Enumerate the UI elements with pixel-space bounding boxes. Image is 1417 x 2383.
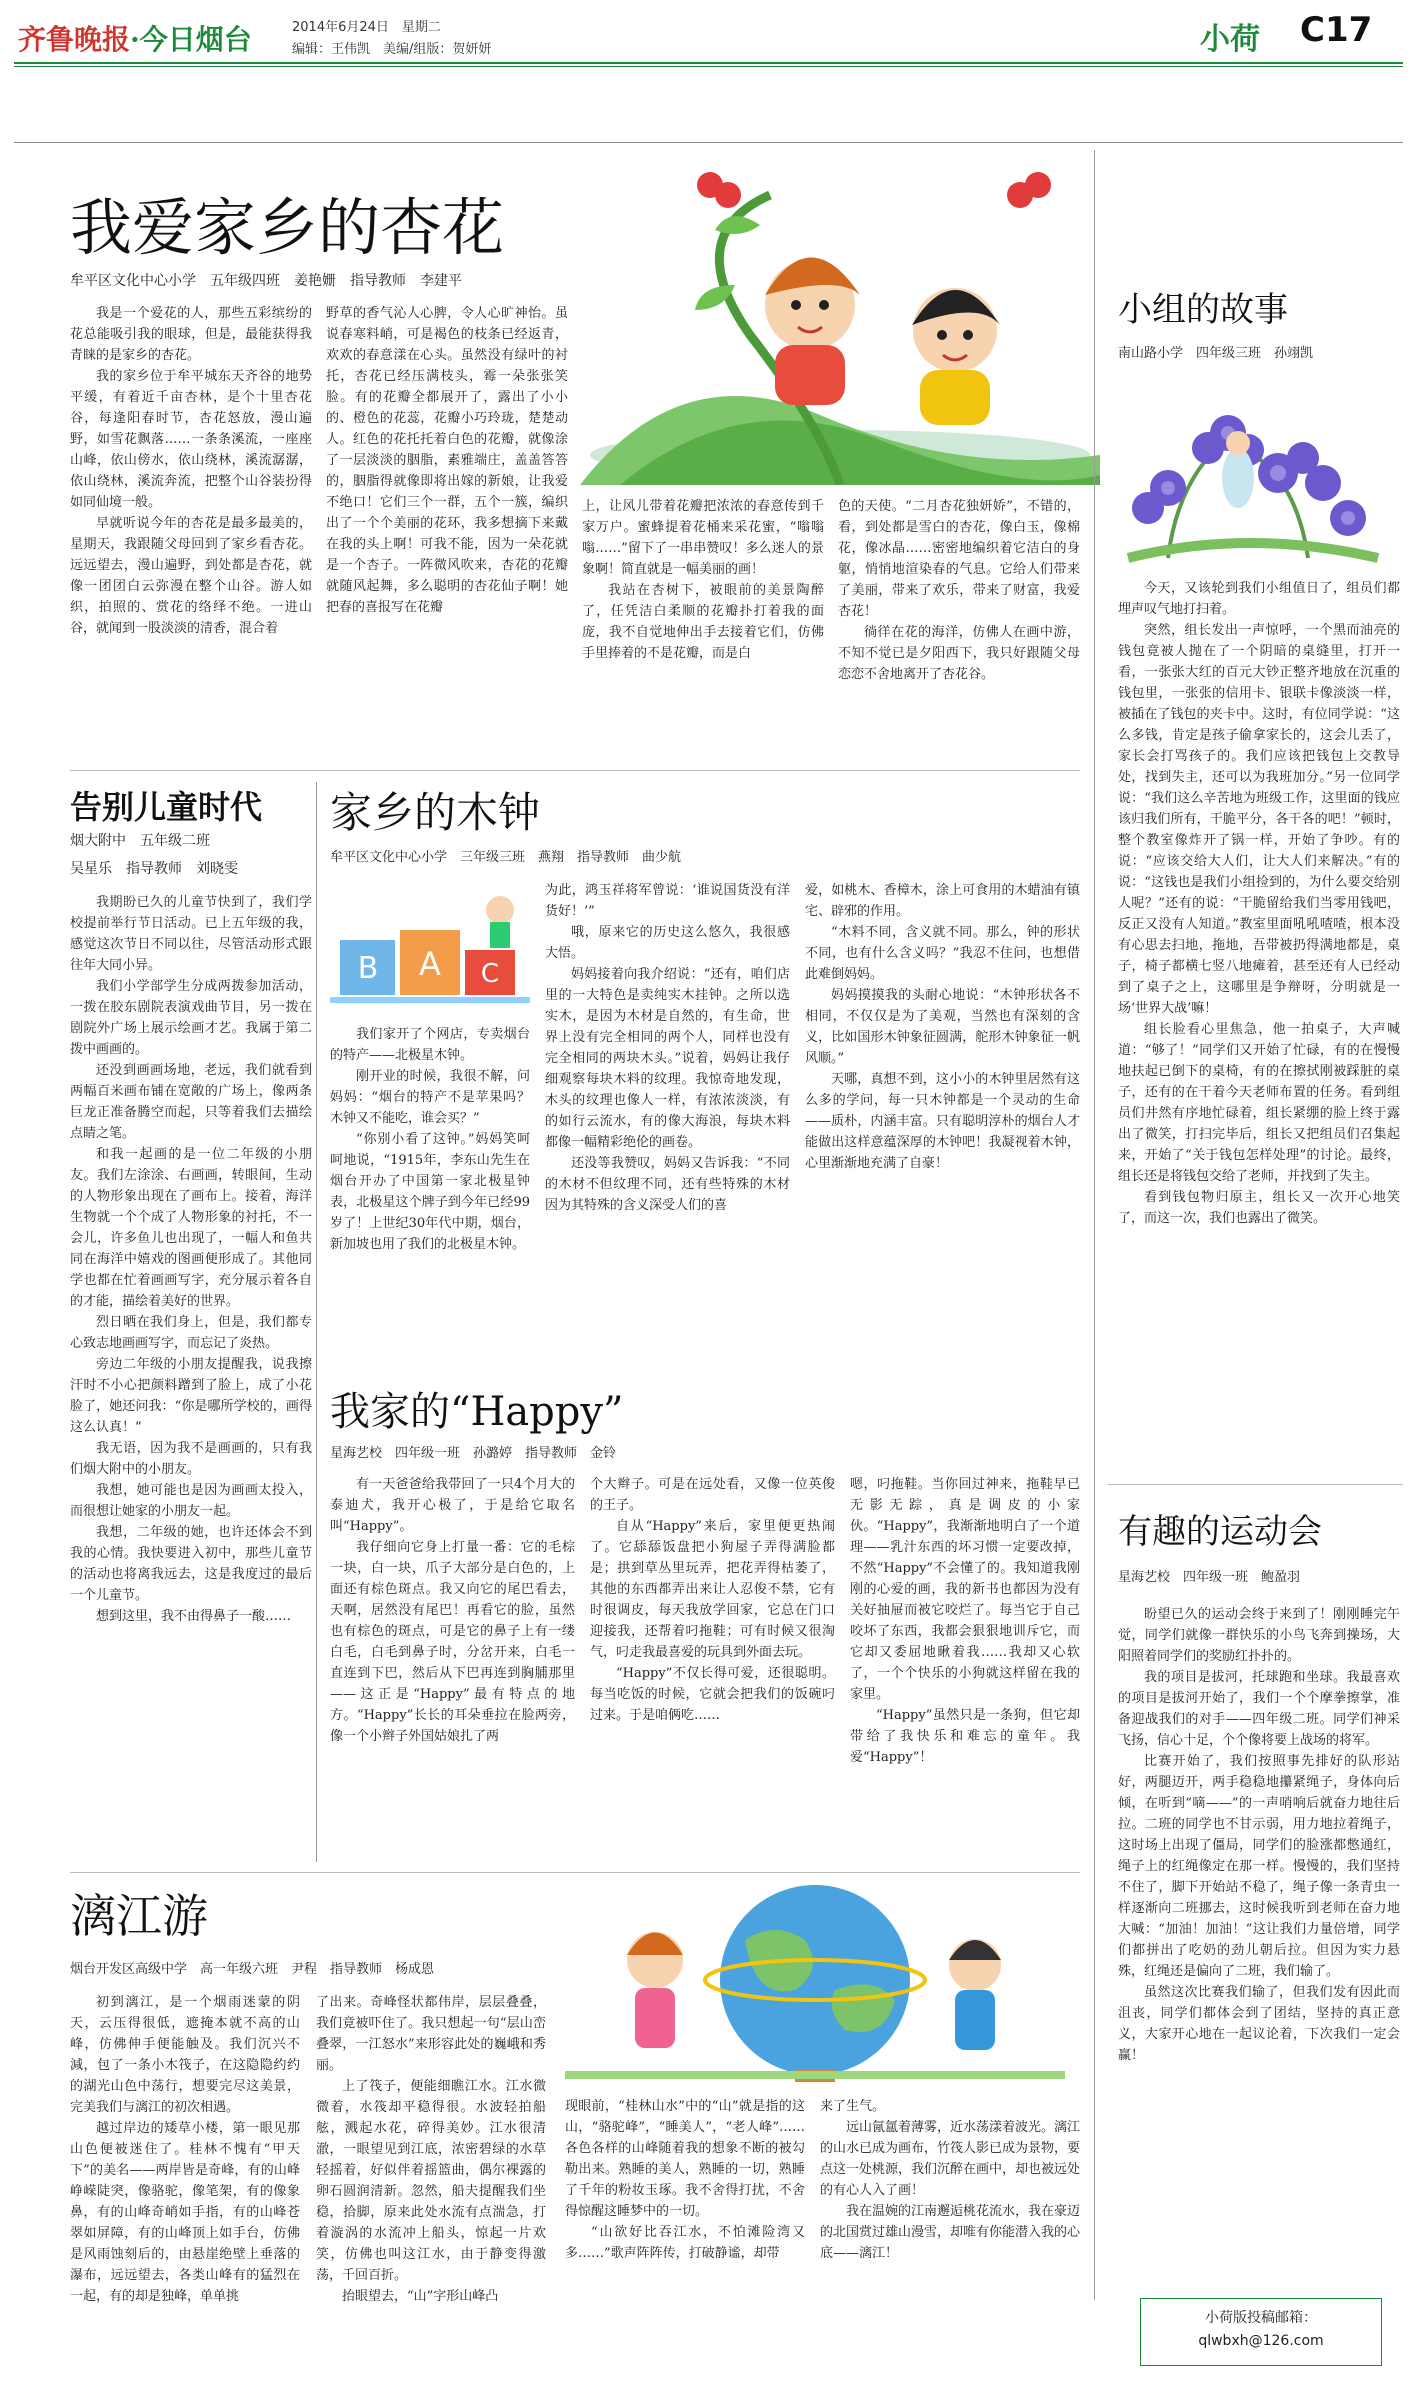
apricot-bottom-rule — [70, 770, 1080, 771]
bell-title: 家乡的木钟 — [330, 788, 541, 837]
editor-credits: 编辑：王伟凯 美编/组版：贺妍妍 — [292, 42, 492, 57]
newspaper-logo: 齐鲁晚报·今日烟台 — [18, 23, 252, 56]
happy-column-1: 有一天爸爸给我带回了一只4个月大的泰迪犬，我开心极了，于是给它取名叫“Happy”。 我仔细向它身上打量一番：它的毛棕一块，白一块，爪子大部分是白色的，上面还有棕色斑点。我又向它的尾巴看去，天啊，居然没有尾巴！再看它的脸，虽然也有棕色的斑点，可是它的鼻子上有一缕白毛，白毛到鼻子时，分岔开来，白毛一直连到下巴，然后从下巴再连到胸脯那里——这正是“Happy”最有特点的地方。“Happy”长长的耳朵垂拉在脸两旁，像一个小辫子外国姑娘扎了两 — [330, 1477, 575, 1744]
apricot-illustration — [560, 155, 1120, 485]
happy-byline: 星海艺校 四年级一班 孙潞婷 指导教师 金铃 — [330, 1446, 617, 1461]
apricot-byline: 牟平区文化中心小学 五年级四班 姜艳姗 指导教师 李建平 — [70, 273, 462, 289]
sports-title: 有趣的运动会 — [1118, 1512, 1322, 1552]
lijiang-column-1: 初到漓江，是一个烟雨迷蒙的阴天，云压得很低，遮掩本就不高的山峰，仿佛伸手便能触及。我们沉兴不減，包了一条小木筏子，在这隐隐约约的湖光山色中荡行，想要完尽这美景，完美我们与漓江的初次相遇。 越过岸边的矮草小楼，第一眼见那山色便被迷住了。桂林不愧有“甲天下”的美名——两岸皆是奇峰，有的山峰峥嵘陡突，像骆驼，像笔架，有的像象鼻，有的山峰奇峭如手指，有的山峰苍翠如屏障，有的山峰顶上如手台，仿佛是风雨蚀刻后的，由悬崖绝壁上垂落的瀑布，远远望去，各类山峰有的猛烈在一起，有的却是独峰，单单挑 — [70, 1995, 300, 2304]
flower-illustration — [1108, 378, 1398, 568]
svg-text:A: A — [419, 945, 441, 983]
sports-body: 盼望已久的运动会终于来到了！刚刚睡完午觉，同学们就像一群快乐的小鸟飞奔到操场，大阳照着同学们的奖励红扑扑的。 我的项目是拔河，托球跑和坐球。我最喜欢的项目是拔河开始了，我们一个个摩拳擦掌，准备迎战我们的对手——四年级二班。同学们神采飞扬，信心十足，个个像将要上战场的将军。 比赛开始了，我们按照事先排好的队形站好，两腿迈开，两手稳稳地攥紧绳子，身体向后倾，在听到“嘀——”的一声哨响后就奋力地往后拉。二班的同学也不甘示弱，用力地拉着绳子，这时场上出现了僵局，同学们的脸涨都憋通红，绳子上的红绳像定在那一样。慢慢的，我们坚持不住了，脚下开始站不稳了，绳子像一条青虫一样逐渐向二班挪去，这时候我听到老师在奋力地大喊：“加油！加油！”这让我们力量倍增，同学们都拼出了吃奶的劲儿朝后拉。但因为实力悬殊，红绳还是偏向了二班，我们输了。 虽然这次比赛我们输了，但我们发有因此而沮丧，同学们都体会到了团结，坚持的真正意义，大家开心地在一起议论着，下次我们一定会赢！ — [1118, 1607, 1400, 2063]
bell-byline: 牟平区文化中心小学 三年级三班 燕翔 指导教师 曲少航 — [330, 850, 682, 865]
submission-label: 小荷版投稿邮箱： — [1205, 2310, 1317, 2326]
happy-column-2: 个大辫子。可是在远处看，又像一位英俊的王子。 自从“Happy”来后，家里便更热闹了。它舔舔饭盘把小狗屋子弄得满脸都是；拱到草丛里玩弄，把花弄得枯萎了，其他的东西都弄出来让人忍俊不禁，它有时很调皮，每天我放学回家，它总在门口迎接我，还帮着叼拖鞋；可有时候又很淘气，叼走我最喜爱的玩具到外面去玩。 “Happy”不仅长得可爱，还很聪明。每当吃饭的时候，它就会把我们的饭碗叼过来。于是咱俩吃…… — [590, 1477, 835, 1723]
bell-column-3: 爱，如桃木、香樟木，涂上可食用的木蜡油有镇宅、辟邪的作用。 “木料不同，含义就不同。那么，钟的形状不同，也有什么含义吗？”我忍不住问，也想借此难倒妈妈。 妈妈摸摸我的头耐心地说：“木钟形状各不相同，不仅仅是为了美观，当然也有深刻的含义，比如国形木钟象征圆满，舵形木钟象征一帆风顺。” 天哪，真想不到，这小小的木钟里居然有这么多的学问，每一只木钟都是一个灵动的生命——质朴，内涵丰富。只有聪明淳朴的烟台人才能做出这样意蕴深厚的木钟吧！我凝视着木钟，心里渐渐地充满了自豪！ — [805, 883, 1080, 1171]
header-divider-thin — [14, 66, 1403, 67]
group-byline: 南山路小学 四年级三班 孙翊凯 — [1118, 346, 1314, 361]
bell-column-1: 我们家开了个网店，专卖烟台的特产——北极星木钟。 刚开业的时候，我很不解，问妈妈：“烟台的特产不是苹果吗？木钟又不能吃，谁会买？” “你别小看了这钟。”妈妈笑呵呵地说，“1915年，李东山先生在烟台开办了中国第一家北极星钟表，北极星这个牌子到今年已经99岁了！上世纪30年代中期，烟台，新加坡也用了我们的北极星木钟。 — [330, 1027, 530, 1252]
apricot-column-4: 色的天使。“二月杏花独妍娇”，不错的，看，到处都是雪白的杏花，像白玉，像棉花，像冰晶……密密地编织着它洁白的身躯，悄悄地渲染春的气息。它给人们带来了美丽，带来了欢乐，带来了财富，我爱杏花！ 徜徉在花的海洋，仿佛人在画中游，不知不觉已是夕阳西下，我只好跟随父母恋恋不舍地离开了杏花谷。 — [838, 499, 1080, 682]
farewell-divider — [316, 782, 317, 1862]
page-number: C17 — [1300, 10, 1373, 50]
farewell-school: 烟大附中 五年级二班 — [70, 833, 210, 849]
apricot-title: 我爱家乡的杏花 — [70, 191, 505, 264]
apricot-column-1: 我是一个爱花的人，那些五彩缤纷的花总能吸引我的眼球，但是，最能获得我青睐的是家乡的杏花。 我的家乡位于牟平城东天齐谷的地势平缓，有着近千亩杏林，是个十里杏花谷，每逢阳春时节，杏花怒放，漫山遍野，如雪花飘落……一条条溪流，一座座山峰，依山傍水，依山绕林，溪流潺潺，依山绕林，溪流奔流，把整个山谷装扮得如同仙境一般。 早就听说今年的杏花是最多最美的，星期天，我跟随父母回到了家乡看杏花。远远望去，漫山遍野，到处都是杏花，就像一团团白云弥漫在整个山谷。游人如织，拍照的、赏花的络绎不绝。一进山谷，就闻到一股淡淡的清香，混合着 — [70, 306, 312, 636]
lijiang-column-2: 了出来。奇峰怪状都伟岸，层层叠叠，我们竟被吓住了。我只想起一句“层山峦叠翠，一江怒水”来形容此处的巍峨和秀丽。 上了筏子，便能细瞧江水。江水微微着，水筏却平稳得很。水波轻拍船舷，溅起水花，碎得美妙。江水很清澈，一眼望见到江底，浓密碧绿的水草轻摇着，好似伴着摇篮曲，偶尔裸露的卵石圆润清新。忽然，船夫提醒我们坐稳，拾脚，原来此处水流有点湍急，打着漩涡的水流冲上船头，惊起一片欢笑，仿佛也叫这江水，由于静变得激荡，千回百折。 抬眼望去，“山”字形山峰凸 — [316, 1995, 546, 2304]
sports-byline: 星海艺校 四年级一班 鲍盈羽 — [1118, 1570, 1301, 1585]
farewell-body: 我期盼已久的儿童节快到了，我们学校提前举行节日活动。已上五年级的我，感觉这次节日不同以往，尽管活动形式跟往年大同小异。 我们小学部学生分成两拨参加活动，一拨在胶东剧院表演戏曲节目，另一拨在剧院外广场上展示绘画才艺。我属于第二拨中画画的。 还没到画画场地，老远，我们就看到两幅百米画布铺在宽敞的广场上，像两条巨龙正准备腾空而起，只等着我们去描绘点睛之笔。 和我一起画的是一位二年级的小朋友。我们左涂涂、右画画，转眼间，生动的人物形象出现在了画布上。接着，海洋生物就一个个成了人物形象的衬托，不一会儿，许多鱼儿也出现了，一幅人和鱼共同在海洋中嬉戏的图画便形成了。其他同学也都在忙着画画写字，充分展示着各自的才能，描绘着美好的世界。 烈日晒在我们身上，但是，我们都专心致志地画画写字，而忘记了炎热。 旁边二年级的小朋友提醒我，说我擦汗时不小心把颜料蹭到了脸上，成了小花脸了，她还问我：“你是哪所学校的，画得这么认真！” 我无语，因为我不是画画的，只有我们烟大附中的小朋友。 我想，她可能也是因为画画太投入，而很想让她家的小朋友一起。 我想，二年级的她，也许还体会不到我的心情。我快要进入初中，那些儿童节的活动也将离我远去，这是我度过的最后一个儿童节。 想到这里，我不由得鼻子一酸…… — [70, 895, 312, 1624]
lijiang-byline: 烟台开发区高级中学 高一年级六班 尹程 指导教师 杨成恩 — [70, 1962, 435, 1977]
submission-email-box — [1140, 2298, 1382, 2366]
issue-date: 2014年6月24日 星期二 — [292, 20, 441, 35]
farewell-title: 告别儿童时代 — [70, 788, 263, 826]
group-body: 今天，又该轮到我们小组值日了，组员们都埋声叹气地打扫着。 突然，组长发出一声惊呼，一个黑而油亮的钱包竟被人抛在了一个阴暗的桌缝里，打开一看，一张张大红的百元大钞正整齐地放在沉重的钱包里，一张张的信用卡、银联卡像淡淡一样，被插在了钱包的夹卡中。这时，有位同学说：“这么多钱，肯定是孩子偷拿家长的，这会儿丢了，家长会打骂孩子的。我们应该把钱包上交教导处，找到失主，还可以为我班加分。”另一位同学说：“我们这么辛苦地为班级工作，这里面的钱应该归我们所有，干脆平分，各干各的吧！”顿时，整个教室像炸开了锅一样，开始了争吵。有的说：“应该交给大人们，让大人们来解决。”有的说：“这钱也是我们小组捡到的，为什么要交给别人呢？”还有的说：“干脆留给我们当零用钱吧，反正又没有人知道。”教室里面吼吼喳喳，根本没有心思去扫地，拖地，吾带被扔得满地都是，桌子，椅子都横七竖八地瘫着，甚至还有人已经动到了桌子之上，这哪里是争辩呀，分明就是一场‘世界大战’嘛！ 组长脸看心里焦急，他一拍桌子，大声喊道：“够了！”同学们又开始了忙碌，有的在慢慢地扶起已倒下的桌椅，有的在擦拭刚被踩脏的桌子，还有的在干着今天老师布置的任务。看到组员们井然有序地忙碌着，组长紧绷的脸上终于露出了微笑，打扫完毕后，组长又把组员们召集起来，开始了“关于钱包怎样处理”的讨论。最终，组长还是将钱包交给了老师，并找到了失主。 看到钱包物归原主，组长又一次开心地笑了，而这一次，我们也露出了微笑。 — [1118, 581, 1400, 1226]
group-title: 小组的故事 — [1118, 290, 1288, 330]
header-divider — [14, 62, 1403, 64]
section-name: 小荷 — [1200, 22, 1260, 57]
svg-text:C: C — [480, 959, 500, 989]
bell-column-2: 为此，鸿玉祥将军曾说：‘谁说国货没有洋货好！’” 哦，原来它的历史这么悠久，我很感大悟。 妈妈接着向我介绍说：“还有，咱们店里的一大特色是卖纯实木挂钟。之所以选实木，是因为木材是自然的，有生命，世界上没有完全相同的两个人，同样也没有完全相同的两块木头。”说着，妈妈让我仔细观察每块木料的纹理。我惊奇地发现，木头的纹理也像人一样，有浓浓淡淡，有的如行云流水，有的像大海浪，每块木料都像一幅精彩绝伦的画卷。 还没等我赞叹，妈妈又告诉我：“不同的木材不但纹理不同，还有些特殊的木材因为其特殊的含义深受人们的喜 — [545, 883, 790, 1213]
happy-title: 我家的“Happy” — [330, 1389, 624, 1435]
group-bottom-rule — [1108, 1484, 1403, 1485]
farewell-author: 吴星乐 指导教师 刘晓雯 — [70, 861, 238, 877]
lijiang-column-4: 来了生气。 远山氤氲着薄雾，近水荡漾着波光。漓江的山水已成为画布，竹筏人影已成为景物，要点这一处桃源，我们沉醉在画中，却也被远处的有心人入了画！ 我在温婉的江南邂逅桃花流水，我在豪迈的北国赏过雄山漫雪，却唯有你能潜入我的心底——漓江！ — [820, 2099, 1080, 2261]
lijiang-column-3: 现眼前，“桂林山水”中的“山”就是指的这山，“骆驼峰”，“睡美人”，“老人峰”……各色各样的山峰随着我的想象不断的被勾勒出来。熟睡的美人，熟睡的一切，熟睡了千年的粉妆玉琢。我不舍得打扰，不舍得惊醒这睡梦中的一切。 “山欲好比吞江水，不怕滩险湾又多……”歌声阵阵传，打破静谧，却带 — [565, 2099, 805, 2261]
abc-blocks-illustration — [330, 880, 530, 1010]
happy-column-3: 嗯，叼拖鞋。当你回过神来，拖鞋早已无影无踪，真是调皮的小家伙。“Happy”，我渐渐地明白了一个道理——乳汁东西的坏习惯一定要改掉，不然“Happy”不会懂了的。我知道我刚刚的心爱的画，我的新书也都因为没有关好抽屉而被它咬烂了。每当它于自己咬坏了东西，我都会狠狠地训斥它，而它却又委屈地瞅着我……我却又心软了，一个个快乐的小狗就这样留在我的家里。 “Happy”虽然只是一条狗，但它却带给了我快乐和难忘的童年。我爱“Happy”！ — [850, 1477, 1080, 1765]
globe-kids-illustration — [565, 1870, 1065, 2085]
top-rule — [14, 142, 1403, 143]
apricot-column-2: 野草的香气沁人心脾，令人心旷神怡。虽说春寒料峭，可是褐色的枝条已经返青，欢欢的春意漾在心头。虽然没有绿叶的衬托，杏花已经压满枝头，霉一朵张张笑脸。有的花瓣全都展开了，露出了小小的、橙色的花蕊，花瓣小巧玲珑，楚楚动人。红色的花托托着白色的花瓣，就像涂了一层淡淡的胭脂，素雅端庄，盖盖答答的，胭脂得就像即将出嫁的新娘，让我爱不绝口！它们三个一群，五个一簇，编织出了一个个美丽的花环，我多想摘下来戴在我的头上啊！可我不能，因为一朵花就是一个杏子。一阵微风吹来，杏花的花瓣就随风起舞，多么聪明的杏花仙子啊！她把春的喜报写在花瓣 — [326, 306, 568, 615]
right-column-divider — [1094, 150, 1095, 2300]
svg-text:B: B — [357, 951, 379, 986]
apricot-column-3: 上，让风儿带着花瓣把浓浓的春意传到千家万户。蜜蜂提着花桶来采花蜜，“嗡嗡嗡……”留下了一串串赞叹！多么迷人的景象啊！简直就是一幅美丽的画！ 我站在杏树下，被眼前的美景陶醉了，任凭洁白柔顺的花瓣扑打着我的面庞，我不自觉地伸出手去接着它们，仿佛手里捧着的不是花瓣，而是白 — [582, 499, 824, 661]
submission-email[interactable]: qlwbxh@126.com — [1198, 2333, 1324, 2349]
lijiang-title: 漓江游 — [70, 1889, 208, 1943]
